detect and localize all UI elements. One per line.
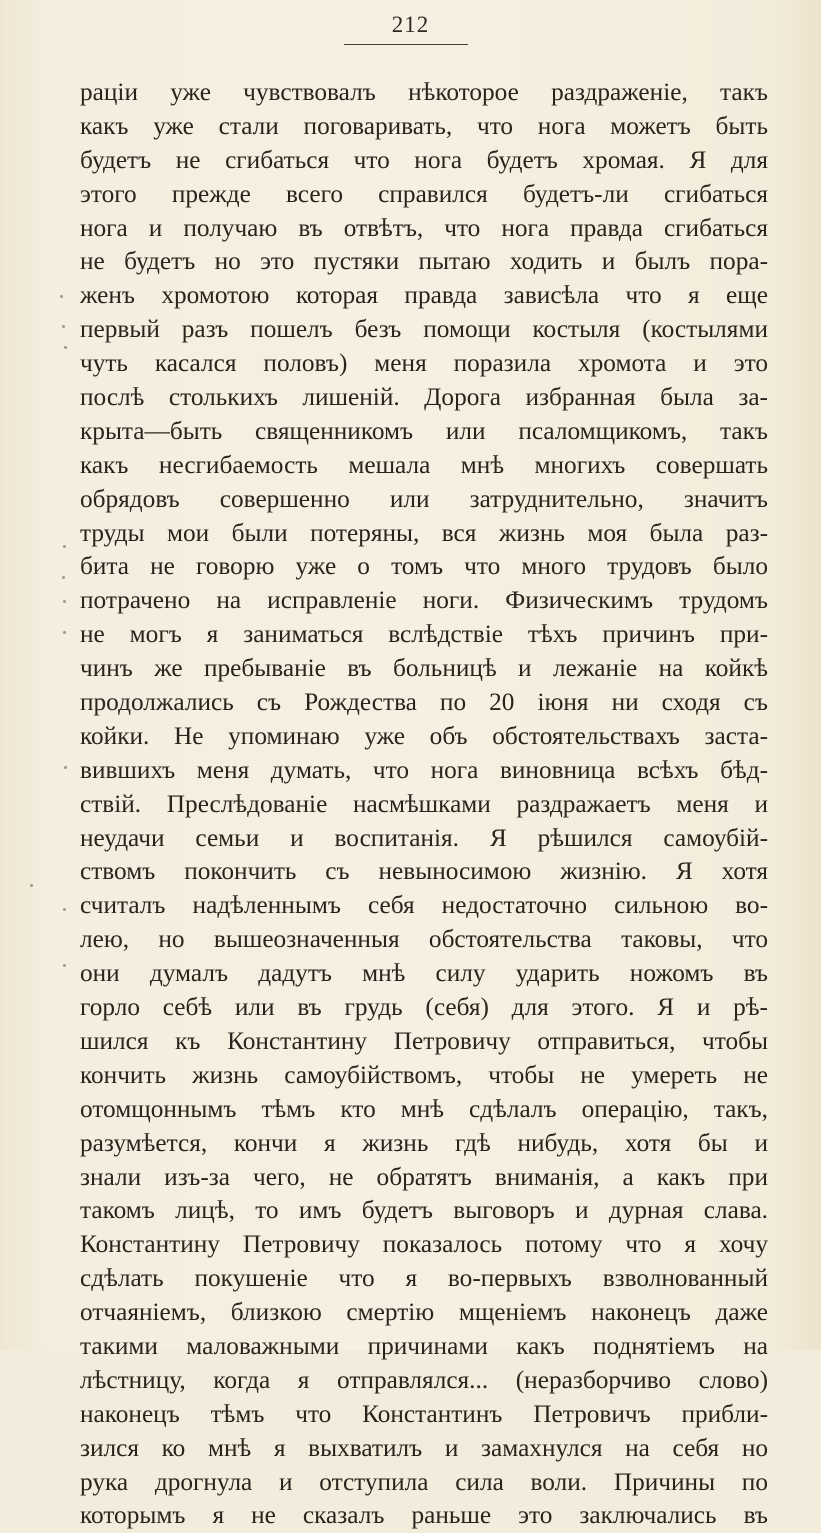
text-line: нога и получаю въ отвѣтъ, что нога правда сгибаться: [80, 213, 768, 242]
margin-speck: [63, 631, 66, 634]
text-line: такими маловажными причинами какъ поднятіемъ на: [80, 1331, 768, 1360]
text-line: не могъ я заниматься вслѣдствіе тѣхъ причинъ при-: [80, 620, 768, 649]
text-line: сдѣлать покушеніе что я во-первыхъ взволнованный: [80, 1264, 768, 1293]
text-line: шился къ Константину Петровичу отправиться, чтобы: [80, 1026, 768, 1055]
text-line: лею, но вышеозначенныя обстоятельства таковы, что: [80, 925, 768, 954]
text-line: лѣстницу, когда я отправлялся... (неразборчиво слово): [80, 1365, 768, 1394]
text-line: кончить жизнь самоубійствомъ, чтобы не умереть не: [80, 1060, 768, 1089]
margin-speck: [60, 295, 63, 298]
page-number: 212: [391, 12, 430, 37]
text-line: какъ уже стали поговаривать, что нога можетъ быть: [80, 111, 768, 140]
text-line: не будетъ но это пустяки пытаю ходить и былъ пора-: [80, 247, 768, 276]
text-line: бита не говорю уже о томъ что много трудовъ было: [80, 552, 768, 581]
text-line: крыта—быть священникомъ или псаломщикомъ, такъ: [80, 416, 768, 445]
text-line: труды мои были потеряны, вся жизнь моя была раз-: [80, 518, 768, 547]
margin-speck: [62, 325, 65, 328]
text-line: женъ хромотою которая правда зависѣла что я еще: [80, 281, 768, 310]
body-text: [80, 76, 768, 1533]
text-line: знали изъ-за чего, не обратятъ вниманія, а какъ при: [80, 1162, 768, 1191]
text-line: считалъ надѣленнымъ себя недостаточно сильною во-: [80, 891, 768, 920]
text-line: чинъ же пребываніе въ больницѣ и лежаніе на койкѣ: [80, 654, 768, 683]
text-line: койки. Не упоминаю уже объ обстоятельствахъ заста-: [80, 721, 768, 750]
margin-speck: [63, 545, 66, 548]
text-line: отчаяніемъ, близкою смертію мщеніемъ наконецъ даже: [80, 1298, 768, 1327]
header-rule: [344, 44, 468, 45]
margin-speck: [63, 964, 66, 967]
margin-speck: [64, 346, 67, 349]
text-line: потрачено на исправленіе ноги. Физическимъ трудомъ: [80, 586, 768, 615]
margin-speck: [30, 884, 33, 887]
text-line: какъ несгибаемость мешала мнѣ многихъ совершать: [80, 450, 768, 479]
margin-speck: [63, 908, 66, 911]
text-line: продолжались съ Рождества по 20 іюня ни сходя съ: [80, 688, 768, 717]
text-line: отомщоннымъ тѣмъ кто мнѣ сдѣлалъ операцію, такъ,: [80, 1094, 768, 1123]
text-line: зился ко мнѣ я выхватилъ и замахнулся на себя но: [80, 1433, 768, 1462]
text-line: первый разъ пошелъ безъ помощи костыля (костылями: [80, 315, 768, 344]
text-line: разумѣется, кончи я жизнь гдѣ нибудь, хотя бы и: [80, 1128, 768, 1157]
margin-speck: [63, 600, 66, 603]
text-line: ствомъ покончить съ невыносимою жизнію. Я хотя: [80, 857, 768, 886]
text-line: послѣ столькихъ лишеній. Дорога избранная была за-: [80, 383, 768, 412]
text-line: такомъ лицѣ, то имъ будетъ выговоръ и дурная слава.: [80, 1196, 768, 1225]
text-line: будетъ не сгибаться что нога будетъ хромая. Я для: [80, 145, 768, 174]
text-line: горло себѣ или въ грудь (себя) для этого. Я и рѣ-: [80, 993, 768, 1022]
text-line: этого прежде всего справился будетъ-ли сгибаться: [80, 179, 768, 208]
text-line: чуть касался половъ) меня поразила хромота и это: [80, 349, 768, 378]
text-line: Константину Петровичу показалось потому что я хочу: [80, 1230, 768, 1259]
text-line: рука дрогнула и отступила сила воли. Причины по: [80, 1467, 768, 1496]
text-line: неудачи семьи и воспитанія. Я рѣшился самоубій-: [80, 823, 768, 852]
text-line: которымъ я не сказалъ раньше это заключались въ: [80, 1501, 768, 1530]
text-line: они думалъ дадутъ мнѣ силу ударить ножомъ въ: [80, 959, 768, 988]
text-line: наконецъ тѣмъ что Константинъ Петровичъ прибли-: [80, 1399, 768, 1428]
margin-speck: [64, 766, 67, 769]
text-line: ствій. Преслѣдованіе насмѣшками раздражаетъ меня и: [80, 789, 768, 818]
text-line: обрядовъ совершенно или затруднительно, значитъ: [80, 484, 768, 513]
text-line: вившихъ меня думать, что нога виновница всѣхъ бѣд-: [80, 755, 768, 784]
margin-speck: [62, 576, 65, 579]
text-line: раціи уже чувствовалъ нѣкоторое раздраженіе, такъ: [80, 78, 768, 106]
